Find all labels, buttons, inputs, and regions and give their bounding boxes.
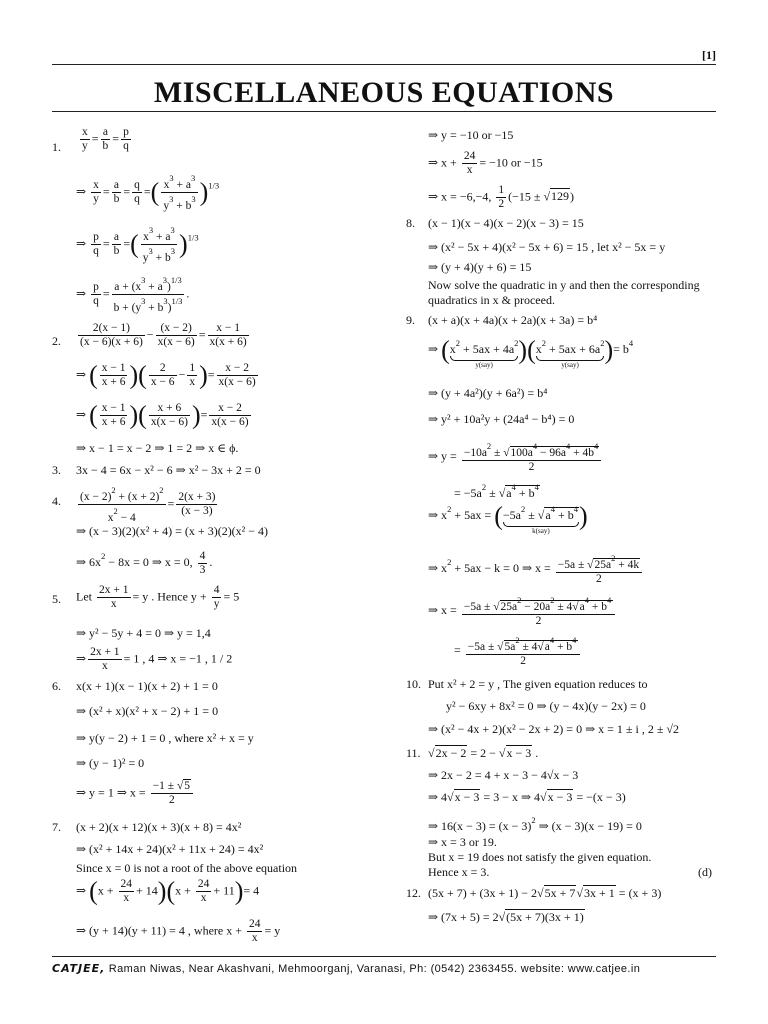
q1-line1: $\frac{x}{y}$ = $\frac{a}{b}$ = $\frac{p}{q}$ [82, 126, 129, 152]
q4-line2: ⇒ (x − 3)(2)(x² + 4) = (x + 3)(2)(x² − 4) [76, 524, 269, 538]
q6-line3: ⇒ y(y − 2) + 1 = 0 , where x² + x = y [76, 731, 254, 745]
page-number: [1] [702, 48, 716, 62]
q3-number: 3. [52, 463, 61, 477]
q3-line1: 3x − 4 = 6x − x² − 6 ⇒ x² − 3x + 2 = 0 [76, 463, 261, 477]
q10-line2: y² − 6xy + 8x² = 0 ⇒ (y − 4x)(y − 2x) = 0 [446, 699, 646, 713]
q12-number: 12. [406, 886, 421, 900]
q11-line6: But x = 19 does not satisfy the given equation. [428, 850, 652, 864]
q7-cont-line3: ⇒ x = −6,−4, $\frac{1}{2}$ (−15 ± √129) [428, 184, 575, 210]
q4-line3: ⇒ $6x^2 - 8x = 0$ ⇒ x = 0, $\frac{4}{3}$ . [76, 549, 213, 576]
q8-line3: ⇒ (y + 4)(y + 6) = 15 [428, 260, 532, 274]
q7-line5: ⇒ (y + 14)(y + 11) = 4 , where x + $\frac{24}{x}$ = y [76, 918, 281, 944]
q9-line8: ⇒ $x^2 + 5ax - k = 0$ ⇒ x = $\frac{-5a \pm √25a^2 + 4k}{2}$ [428, 552, 644, 586]
q10-number: 10. [406, 677, 421, 691]
q9-line3: ⇒ (y + 4a²)(y + 6a²) = b⁴ [428, 386, 548, 400]
q2-line4: ⇒ x − 1 = x − 2 ⇒ 1 = 2 ⇒ x ∈ ϕ. [76, 441, 239, 455]
q10-line3: ⇒ (x² − 4x + 2)(x² − 2x + 2) = 0 ⇒ x = 1 ± i , 2 ± √2 [428, 722, 679, 736]
q9-line2: ⇒ ($x^2 + 5ax + 4a^2$ y(say) )($x^2 + 5ax + 6a^2$ y(say) )= $b^4$ [428, 335, 634, 369]
q9-line4: ⇒ y² + 10a²y + (24a⁴ − b⁴) = 0 [428, 412, 575, 426]
q11-line7: Hence x = 3. [428, 865, 490, 879]
q11-line4: ⇒ $16(x - 3) = (x - 3)^2$ ⇒ (x − 3)(x − 19) = 0 [428, 815, 642, 833]
q7-cont-line2: ⇒ x + $\frac{24}{x}$ = −10 or −15 [428, 150, 543, 176]
q5-line2: ⇒ y² − 5y + 4 = 0 ⇒ y = 1,4 [76, 626, 211, 640]
q12-line1: (5x + 7) + (3x + 1) − 2√5x + 7√3x + 1 = (x + 3) [428, 886, 662, 900]
q7-line3: Since x = 0 is not a root of the above equation [76, 861, 298, 875]
q1-line3: ⇒ $\frac{p}{q}$ = $\frac{a}{b}$ =( $\frac{x^3 + a^3}{y^3 + b^3}$ )$^{1/3}$ [76, 225, 199, 264]
q8-line5: quadratics in x & proceed. [428, 293, 555, 307]
q11-line5: ⇒ x = 3 or 19. [428, 835, 497, 849]
q6-number: 6. [52, 679, 61, 693]
q6-line5: ⇒ y = 1 ⇒ x = $\frac{-1 \pm √5}{2}$ [76, 780, 195, 807]
top-rule [52, 64, 716, 65]
q2-number: 2. [52, 334, 61, 348]
page-title: MISCELLANEOUS EQUATIONS [153, 76, 615, 109]
q6-line4: ⇒ (y − 1)² = 0 [76, 756, 145, 770]
footer-address: Raman Niwas, Near Akashvani, Mehmoorganj, Varanasi, Ph: (0542) 2363455. website: www.catjee.in [105, 963, 641, 975]
q5-line1: Let $\frac{2x + 1}{x}$ = y . Hence y + $\frac{4}{y}$ = 5 [76, 584, 240, 610]
q9-line10: = $\frac{-5a \pm √5a^2 \pm 4√a^4 + b^4}{2}$ [454, 634, 582, 668]
q7-cont-line1: ⇒ y = −10 or −15 [428, 128, 514, 142]
q9-line9: ⇒ x = $\frac{-5a \pm √25a^2 - 20a^2 \pm 4√a^4 + b^4}{2}$ [428, 594, 617, 628]
q8-number: 8. [406, 216, 415, 230]
catjee-logo: CATJEE, [52, 962, 106, 975]
q7-line1: (x + 2)(x + 12)(x + 3)(x + 8) = 4x² [76, 820, 242, 834]
q9-line7: ⇒ $x^2 + 5ax = (-5a^2 \pm √a^4 + b^4$ k(say) ) [428, 501, 588, 535]
q6-line1: x(x + 1)(x − 1)(x + 2) + 1 = 0 [76, 679, 218, 693]
q12-line2: ⇒ (7x + 5) = 2√(5x + 7)(3x + 1) [428, 910, 584, 924]
q9-line5: ⇒ y = $\frac{-10a^2 \pm √100a^4 - 96a^4 + 4b^4}{2}$ [428, 440, 603, 474]
q11-line3: ⇒ 4√x − 3 = 3 − x ⇒ 4√x − 3 = −(x − 3) [428, 790, 626, 804]
q8-line4: Now solve the quadratic in y and then the corresponding [428, 278, 700, 292]
q1-line2: ⇒ $\frac{x}{y}$ = $\frac{a}{b}$ = $\frac{q}{q}$ =( $\frac{x^3 + a^3}{y^3 + b^3}$ )$^{1/3}$ [76, 173, 220, 212]
q9-line1: (x + a)(x + 4a)(x + 2a)(x + 3a) = b⁴ [428, 313, 598, 327]
q11-answer: (d) [698, 865, 712, 879]
q9-number: 9. [406, 313, 415, 327]
q1-line4: ⇒ $\frac{p}{q}$ = $\frac{a + (x^3 + a^3)^{1/3}}{b + (y^3 + b^3)^{1/3}}$ . [76, 275, 190, 314]
q11-line1: √2x − 2 = 2 − √x − 3 . [428, 746, 539, 760]
footer-rule [52, 956, 716, 957]
q8-line2: ⇒ (x² − 5x + 4)(x² − 5x + 6) = 15 , let x² − 5x = y [428, 240, 666, 254]
q8-line1: (x − 1)(x − 4)(x − 2)(x − 3) = 15 [428, 216, 584, 230]
q9-line6: = $-5a^2 \pm √a^4 + b^4$ [454, 482, 539, 500]
q7-number: 7. [52, 820, 61, 834]
title-rule [52, 111, 716, 112]
q10-line1: Put x² + 2 = y , The given equation reduces to [428, 677, 648, 691]
footer [52, 962, 640, 975]
q11-line2: ⇒ 2x − 2 = 4 + x − 3 − 4√x − 3 [428, 768, 579, 782]
q1-number: 1. [52, 140, 61, 154]
q2-line3: ⇒ ( $\frac{x - 1}{x + 6}$ )( $\frac{x + 6}{x(x - 6)}$ )= $\frac{x - 2}{x(x - 6)}$ [76, 400, 249, 430]
q5-number: 5. [52, 592, 61, 606]
q7-line4: ⇒ (x + $\frac{24}{x}$ + 14)(x + $\frac{24}{x}$ + 11)= 4 [76, 876, 260, 906]
q2-line2: ⇒ ( $\frac{x - 1}{x + 6}$ )( $\frac{2}{x - 6}$ − $\frac{1}{x}$ )= $\frac{x - 2}{x(x - 6)}$ [76, 360, 256, 390]
q2-line1: $\frac{2(x - 1)}{(x - 6)(x + 6)}$ − $\frac{(x - 2)}{x(x - 6)}$ = $\frac{x - 1}{x(x + 6)}$ [80, 322, 247, 348]
q5-line3: ⇒ $\frac{2x + 1}{x}$ = 1 , 4 ⇒ x = −1 , 1 / 2 [76, 646, 233, 672]
q4-number: 4. [52, 494, 61, 508]
q4-line1: $\frac{(x - 2)^2 + (x + 2)^2}{x^2 - 4}$ = $\frac{2(x + 3)}{(x - 3)}$ [80, 485, 216, 524]
q11-number: 11. [406, 746, 421, 760]
q6-line2: ⇒ (x² + x)(x² + x − 2) + 1 = 0 [76, 704, 219, 718]
q7-line2: ⇒ (x² + 14x + 24)(x² + 11x + 24) = 4x² [76, 842, 264, 856]
